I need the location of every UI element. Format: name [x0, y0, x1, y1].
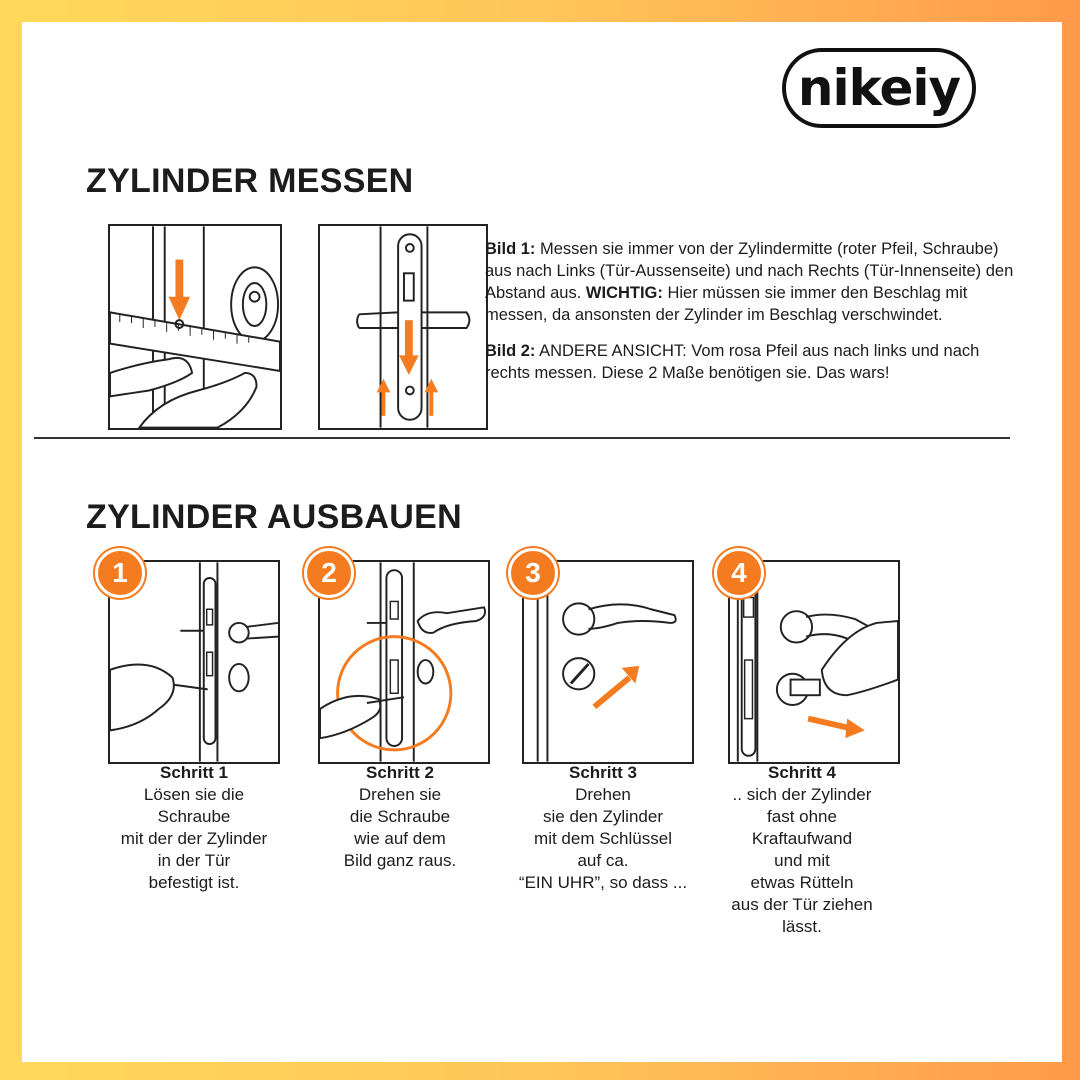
step-2-caption	[300, 762, 500, 872]
brand-logo: nikeiy	[782, 48, 976, 128]
step-3-caption	[503, 762, 703, 894]
step-line: etwas Rütteln	[750, 873, 854, 892]
figure-bild1	[108, 224, 282, 430]
measure-description	[485, 238, 1025, 398]
fitting-measure-illustration	[320, 226, 486, 428]
section-title-remove: ZYLINDER AUSBAUEN	[86, 498, 462, 536]
step-title: Schritt 2	[365, 763, 435, 782]
step-line: fast ohne	[767, 807, 837, 826]
step-line: und mit	[774, 851, 830, 870]
section-title-measure: ZYLINDER MESSEN	[86, 162, 414, 200]
step-1-badge: 1	[95, 548, 145, 598]
step-line: sie den Zylinder	[542, 807, 663, 826]
ruler-measure-illustration	[110, 226, 280, 428]
bild2-paragraph: Bild 2: ANDERE ANSICHT: Vom rosa Pfeil aus nach links und nach rechts messen. Diese 2 Maße benötigen sie. Das wars!	[485, 342, 980, 382]
step-line: Bild ganz raus.	[343, 851, 457, 870]
step-line: Schraube	[157, 807, 231, 826]
step-1-caption	[94, 762, 294, 894]
step-title: Schritt 1	[159, 763, 229, 782]
step-line: wie auf dem	[354, 829, 446, 848]
step-line: Lösen sie die	[143, 785, 245, 804]
step-line: die Schraube	[349, 807, 451, 826]
step-line: Drehen sie	[358, 785, 442, 804]
step-title: Schritt 4	[767, 763, 837, 782]
step-3-badge: 3	[508, 548, 558, 598]
step-line: “EIN UHR”, so dass ...	[518, 873, 688, 892]
step-line: auf ca.	[577, 851, 629, 870]
section-divider	[34, 437, 1010, 439]
step-line: .. sich der Zylinder	[732, 785, 872, 804]
step-line: lässt.	[782, 917, 822, 936]
step-line: mit dem Schlüssel	[534, 829, 672, 848]
step-2-badge: 2	[304, 548, 354, 598]
step-4-badge: 4	[714, 548, 764, 598]
step-line: mit der der Zylinder	[120, 829, 268, 848]
step-line: in der Tür	[157, 851, 231, 870]
bild1-paragraph: Bild 1: Messen sie immer von der Zylindermitte (roter Pfeil, Schraube) aus nach Links (Tür-Aussenseite) und nach Rechts (Tür-Innenseite) den Abstand aus. WICHTIG: Hier müssen sie immer den Beschlag mit messen, da ansonsten der Zylinder im Beschlag verschwindet.	[485, 240, 1014, 324]
step-title: Schritt 3	[568, 763, 638, 782]
step-line: aus der Tür ziehen	[731, 895, 873, 914]
step-line: Kraftaufwand	[751, 829, 853, 848]
figure-bild2	[318, 224, 488, 430]
step-4-caption	[702, 762, 902, 938]
step-line: Drehen	[575, 785, 631, 804]
step-line: befestigt ist.	[148, 873, 240, 892]
